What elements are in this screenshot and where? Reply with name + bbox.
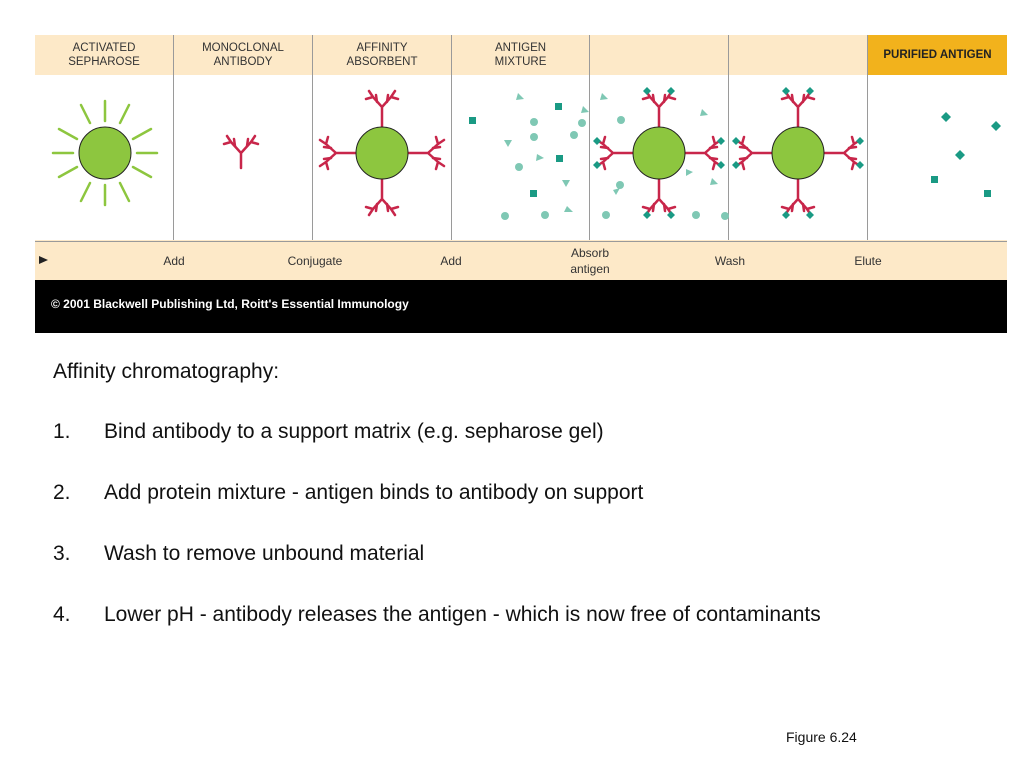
- affinity-absorbent-illustration: [313, 75, 452, 240]
- antibody-arm: [782, 87, 814, 127]
- process-steps-bar: [35, 241, 1007, 280]
- figure-reference: Figure 6.24: [786, 729, 857, 745]
- bound-antigen: [856, 137, 864, 169]
- header-activated-sepharose: ACTIVATED SEPHAROSE: [35, 35, 174, 75]
- list-item-number: 4.: [53, 603, 71, 626]
- list-item: [53, 542, 1013, 603]
- list-item: [53, 481, 1013, 542]
- list-item-text: Bind antibody to a support matrix (e.g. sepharose gel): [104, 420, 604, 443]
- header-affinity-absorbent: AFFINITY ABSORBENT: [313, 35, 452, 75]
- bound-antigen: [732, 137, 740, 169]
- list-item-text: Lower pH - antibody releases the antigen - which is now free of contaminants: [104, 603, 821, 626]
- list-item: [53, 420, 1013, 481]
- step-wash: Wash: [714, 254, 746, 268]
- list-item-number: 3.: [53, 542, 71, 565]
- list-item-text: Wash to remove unbound material: [104, 542, 425, 565]
- header-empty-1: [590, 35, 729, 75]
- purified-antigen-illustration: [868, 75, 1007, 240]
- panel-affinity-absorbent: [313, 75, 452, 240]
- panel-purified-antigen: [868, 75, 1007, 240]
- antibody-arm: [643, 87, 675, 127]
- antibody-arm: [782, 179, 814, 219]
- step-conjugate: Conjugate: [287, 254, 343, 268]
- list-item-text: Add protein mixture - antigen binds to antibody on support: [104, 481, 644, 504]
- panel-wash: [729, 75, 868, 240]
- process-arrow-icon: [39, 256, 48, 264]
- step-absorb-antigen: Absorb antigen: [570, 246, 610, 276]
- antibody-arm: [320, 137, 356, 169]
- caption-title: Affinity chromatography:: [53, 360, 280, 383]
- step-add-1: Add: [163, 254, 185, 268]
- list-item-number: 2.: [53, 481, 71, 504]
- list-item: [53, 603, 1013, 664]
- sepharose-bead-illustration: [35, 75, 174, 240]
- header-antigen-mixture: ANTIGEN MIXTURE: [452, 35, 590, 75]
- bound-antigen: [782, 211, 814, 219]
- washed-column-illustration: [729, 75, 868, 240]
- sepharose-bead: [772, 127, 824, 179]
- panel-monoclonal-antibody: [174, 75, 313, 240]
- antibody-arm: [593, 137, 633, 169]
- panel-absorb-antigen: [590, 75, 729, 240]
- antigen-mixture-illustration: [452, 75, 590, 240]
- sepharose-bead: [356, 127, 408, 179]
- header-empty-2: [729, 35, 868, 75]
- sepharose-bead: [633, 127, 685, 179]
- panel-activated-sepharose: [35, 75, 174, 240]
- figure-grid: [35, 35, 1007, 280]
- copyright-notice: © 2001 Blackwell Publishing Ltd, Roitt's Essential Immunology: [51, 297, 409, 311]
- antibody-arm: [366, 179, 398, 215]
- bound-antigen-illustration: [590, 75, 729, 240]
- antibody-illustration: [174, 75, 313, 240]
- bound-antigen: [593, 137, 601, 169]
- antibody-arm: [732, 137, 772, 169]
- antibody-arm: [643, 179, 675, 219]
- antibody-arm: [824, 137, 864, 169]
- step-add-2: Add: [440, 254, 462, 268]
- header-monoclonal-antibody: MONOCLONAL ANTIBODY: [174, 35, 313, 75]
- panel-antigen-mixture: [452, 75, 590, 240]
- antibody-arm: [408, 137, 444, 169]
- antibody-arm: [366, 91, 398, 127]
- header-purified-antigen: PURIFIED ANTIGEN: [868, 35, 1007, 75]
- bound-antigen: [717, 137, 725, 169]
- affinity-chromatography-figure: [35, 35, 1007, 333]
- step-elute: Elute: [854, 254, 882, 268]
- bound-antigen: [643, 87, 675, 95]
- bound-antigen: [643, 211, 675, 219]
- bound-antigen: [782, 87, 814, 95]
- steps-list: [53, 420, 1013, 664]
- list-item-number: 1.: [53, 420, 71, 443]
- antibody-arm: [685, 137, 725, 169]
